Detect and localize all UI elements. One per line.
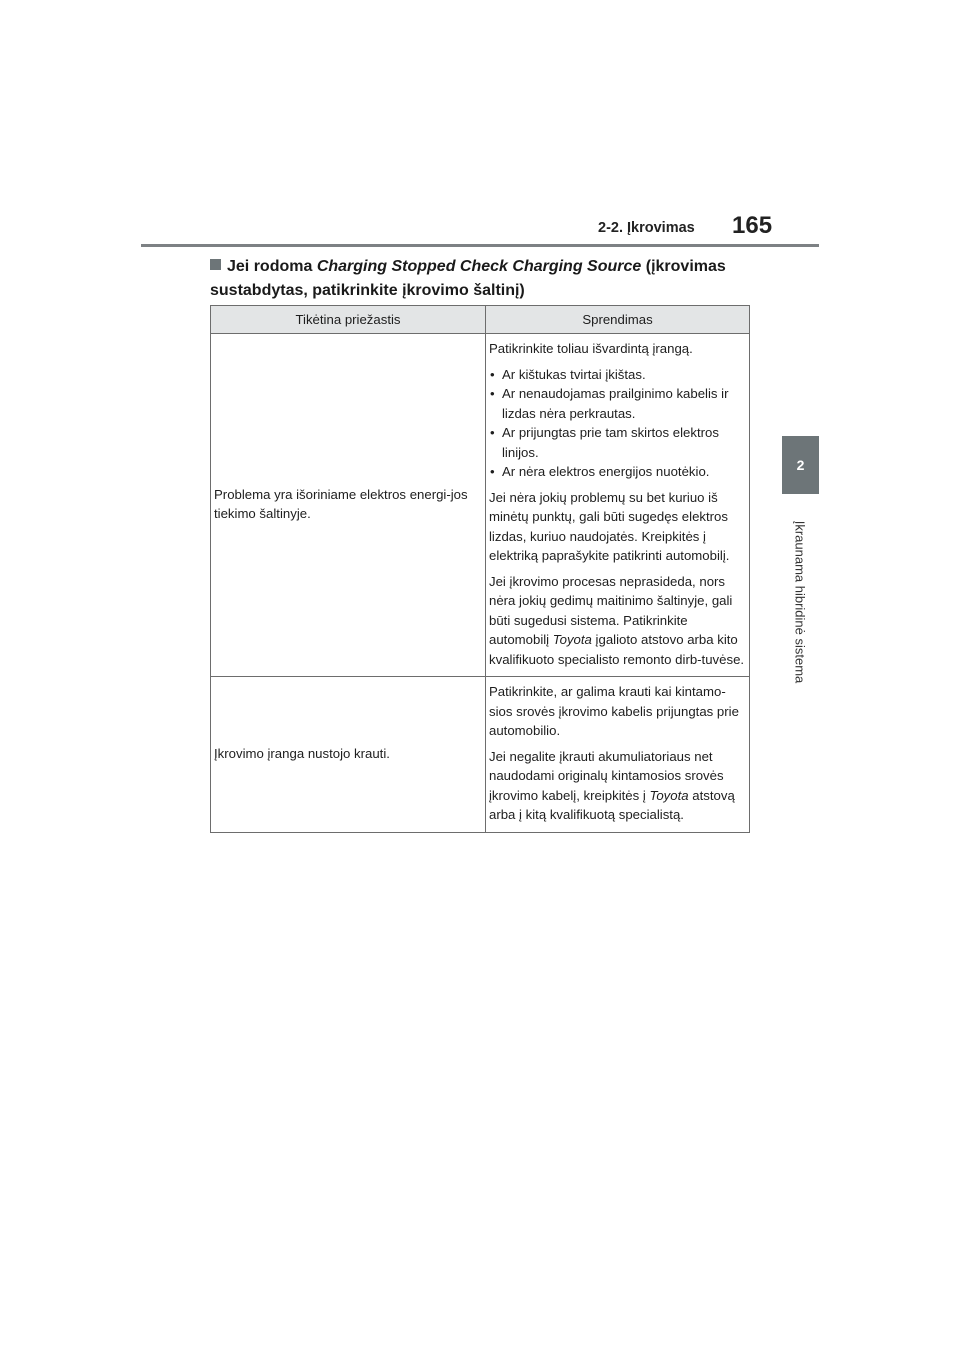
- cause-cell: Problema yra išoriniame elektros energi-jos tiekimo šaltinyje.: [211, 334, 486, 677]
- table-row: [211, 677, 750, 833]
- section-title-message: Charging Stopped Check Charging Source: [316, 258, 642, 275]
- section-title-prefix: Jei rodoma: [227, 258, 317, 275]
- chapter-tab-number: 2: [796, 457, 805, 473]
- list-item: • Ar kištukas tvirtai įkištas.: [489, 365, 746, 385]
- solution-text: Jei įkrovimo procesas neprasideda, nors nėra jokių gedimų maitinimo šaltinyje, gali būti sugedusi sistema. Patikrinkite automobilį: [489, 573, 733, 647]
- section-title-suffix: (įkrovimas sustabdytas, patikrinkite įkrovimo šaltinį): [210, 258, 726, 299]
- list-item: • Ar prijungtas prie tam skirtos elektros linijos.: [489, 423, 746, 462]
- solution-paragraph: [489, 747, 746, 825]
- header-solution: Sprendimas: [486, 306, 750, 334]
- brand-name: Toyota: [552, 632, 592, 647]
- check-list: [489, 365, 746, 482]
- cause-cell: Įkrovimo įranga nustojo krauti.: [211, 677, 486, 833]
- solution-text: Jei negalite įkrauti akumuliatoriaus net naudodami originalų kintamosios srovės įkrovimo kabelį, kreipkitės į: [489, 748, 724, 803]
- solution-paragraph: Jei nėra jokių problemų su bet kuriuo iš minėtų punktų, gali būti sugedęs elektros lizdas, kuriuo naudojatės. Kreipkitės į elektriką paprašykite patikrinti automobilį.: [489, 489, 730, 563]
- solution-intro: Patikrinkite toliau išvardintą įrangą.: [489, 341, 693, 356]
- header-divider: [141, 244, 819, 247]
- chapter-tab-label: Įkraunama hibridinė sistema: [792, 520, 808, 684]
- solution-cell: [486, 334, 750, 677]
- square-bullet-icon: [210, 259, 221, 270]
- solution-cell: [486, 677, 750, 833]
- list-item: • Ar nėra elektros energijos nuotėkio.: [489, 462, 746, 482]
- header-cause: Tikėtina priežastis: [211, 306, 486, 334]
- table-header-row: [211, 306, 750, 334]
- chapter-tab: [782, 436, 819, 494]
- solution-paragraph: [489, 572, 746, 670]
- solution-text: įgalioto atstovo arba kito kvalifikuoto specialisto remonto dirb-tuvėse.: [489, 632, 745, 667]
- solution-text: atstovą arba į kitą kvalifikuotą specialistą.: [489, 787, 735, 822]
- section-title: [210, 255, 770, 303]
- solution-paragraph: Patikrinkite, ar galima krauti kai kintamo-sios srovės įkrovimo kabelis prijungtas prie automobilio.: [489, 684, 739, 738]
- table-row: [211, 334, 750, 677]
- brand-name: Toyota: [649, 787, 689, 803]
- list-item: • Ar nenaudojamas prailginimo kabelis ir lizdas nėra perkrautas.: [489, 384, 746, 423]
- cause-solution-table: [210, 305, 750, 833]
- running-header-section: 2-2. Įkrovimas: [598, 220, 695, 236]
- page-number: 165: [732, 212, 773, 239]
